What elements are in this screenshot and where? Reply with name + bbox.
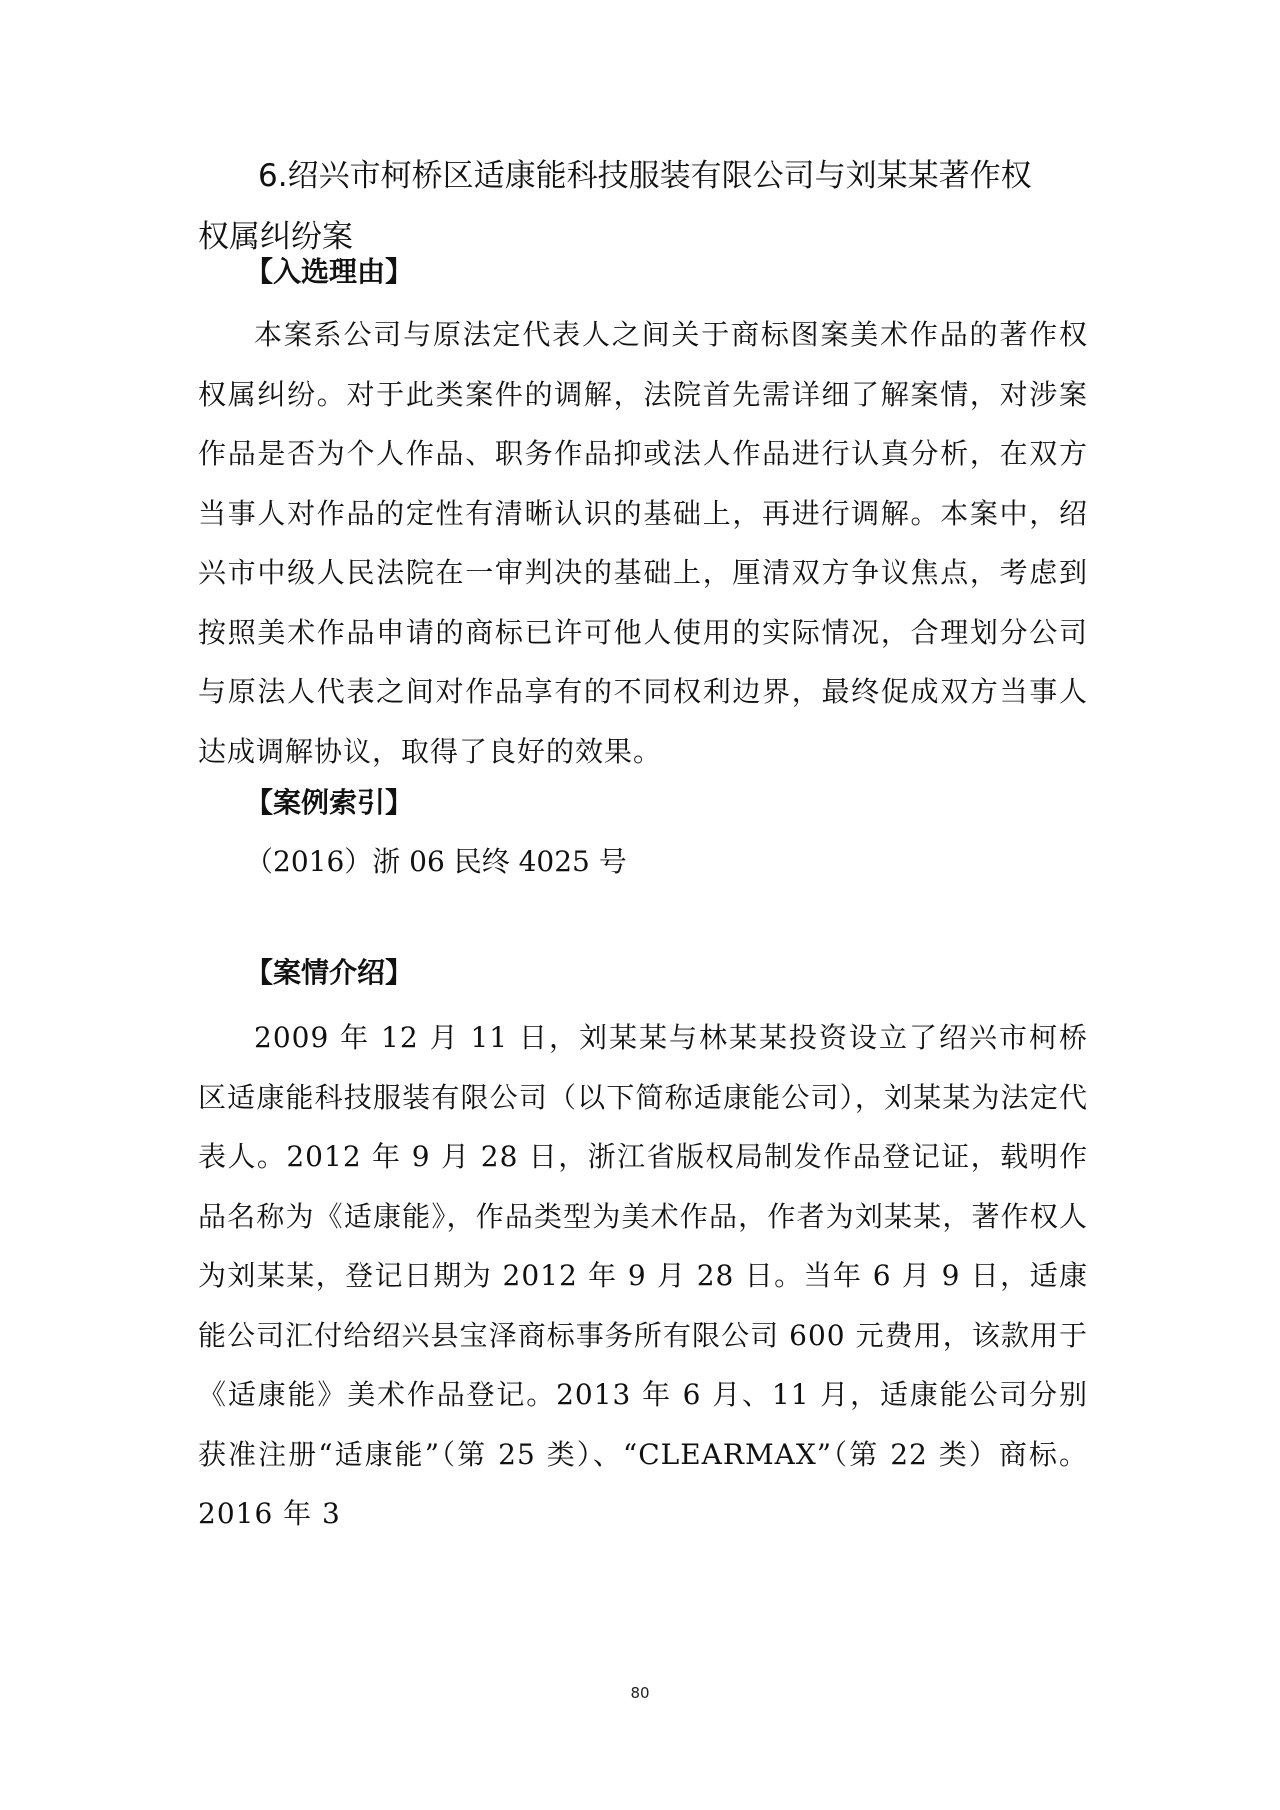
case-reference-number: （2016）浙 06 民终 4025 号 [245,845,627,878]
section-heading-selection-reason: 【入选理由】 [245,255,414,288]
page-number: 80 [630,1684,650,1702]
selection-reason-paragraph: 本案系公司与原法定代表人之间关于商标图案美术作品的著作权权属纠纷。对于此类案件的调解，法院首先需详细了解案情，对涉案作品是否为个人作品、职务作品抑或法人作品进行认真分析，在双方当事人对作品的定性有清晰认识的基础上，再进行调解。本案中，绍兴市中级人民法院在一审判决的基础上，厘清双方争议焦点，考虑到按照美术作品申请的商标已许可他人使用的实际情况，合理划分公司与原法人代表之间对作品享有的不同权利边界，最终促成双方当事人达成调解协议，取得了良好的效果。 [198,318,1088,768]
section-heading-case-introduction: 【案情介绍】 [245,956,414,989]
case-title-line-2: 权属纠纷案 [198,219,353,255]
case-title-line-1: 6.绍兴市柯桥区适康能科技服装有限公司与刘某某著作权 [258,158,1032,194]
section-heading-case-index: 【案例索引】 [245,786,414,819]
case-introduction-paragraph: 2009 年 12 月 11 日，刘某某与林某某投资设立了绍兴市柯桥区适康能科技服装有限公司（以下简称适康能公司），刘某某为法定代表人。2012 年 9 月 28 日，浙江省版权局制发作品登记证，载明作品名称为《适康能》，作品类型为美术作品，作者为刘某某，著作权人为刘某某，登记日期为 2012 年 9 月 28 日。当年 6 月 9 日，适康能公司汇付给绍兴县宝泽商标事务所有限公司 600 元费用，该款用于《适康能》美术作品登记。2013 年 6 月、11 月，适康能公司分别获准注册“适康能”（第 25 类）、“CLEARMAX”（第 22 类）商标。2016 年 3 [198,1021,1088,1530]
